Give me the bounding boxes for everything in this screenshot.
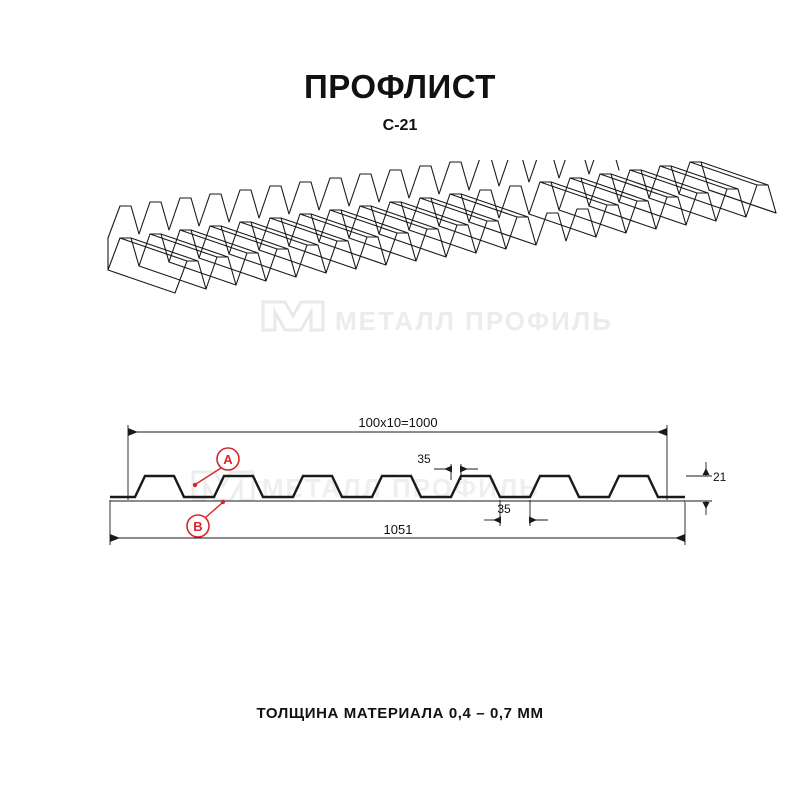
profile-cross-section (0, 400, 800, 600)
page-title: ПРОФЛИСТ (304, 68, 496, 105)
marker-a-label: A (223, 452, 233, 467)
page-subtitle: С-21 (382, 117, 418, 134)
dim-rib-bottom (484, 500, 548, 526)
marker-a (193, 448, 239, 487)
watermark-text-bottom: МЕТАЛЛ ПРОФИЛЬ (262, 473, 540, 503)
dim-height-label: 21 (713, 470, 727, 484)
dim-total-width-label: 1051 (383, 522, 413, 537)
material-thickness-note: ТОЛЩИНА МАТЕРИАЛА 0,4 – 0,7 ММ (256, 705, 544, 722)
dim-height (686, 462, 712, 515)
dim-rib-top (434, 464, 478, 480)
dim-rib-bottom-label: 35 (497, 502, 511, 516)
isometric-corrugated-sheet (0, 160, 800, 350)
dim-working-width (128, 425, 667, 500)
marker-b-label: B (193, 519, 203, 534)
dim-working-width-label: 100x10=1000 (358, 415, 438, 430)
watermark-text-top: МЕТАЛЛ ПРОФИЛЬ (335, 306, 613, 336)
dim-rib-top-label: 35 (417, 452, 431, 466)
marker-b (187, 500, 225, 537)
